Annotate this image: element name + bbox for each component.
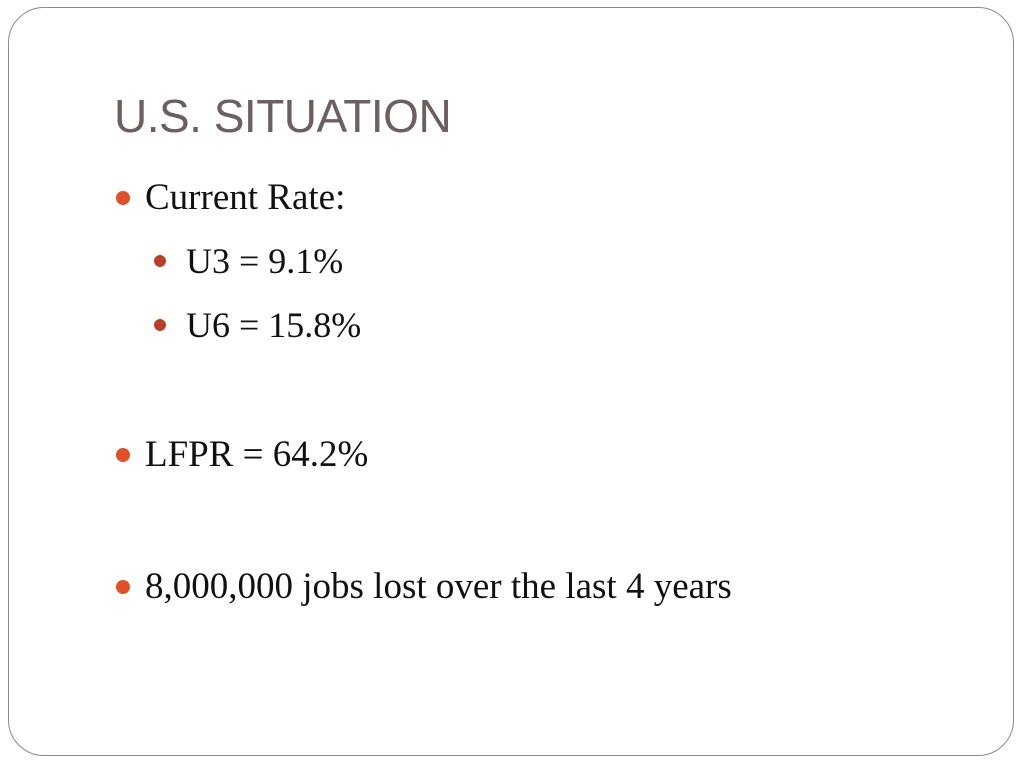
bullet-item-current-rate [145,179,345,216]
bullet-text: U6 = 15.8% [186,305,362,345]
sub-bullet-item-u6 [186,307,361,343]
sub-bullet-dot-icon [154,319,166,331]
slide-title: U.S. SITUATION [114,90,452,142]
sub-bullet-item-u3 [186,243,343,279]
bullet-text: Current Rate: [145,177,346,218]
bullet-text: 8,000,000 jobs lost over the last 4 years [145,566,732,607]
bullet-text: LFPR = 64.2% [145,434,369,475]
bullet-item-jobs-lost [145,568,732,605]
bullet-dot-icon [116,580,130,594]
bullet-item-lfpr [145,436,368,473]
bullet-dot-icon [116,448,130,462]
sub-bullet-dot-icon [154,255,166,267]
bullet-text: U3 = 9.1% [186,241,344,281]
bullet-dot-icon [116,191,130,205]
